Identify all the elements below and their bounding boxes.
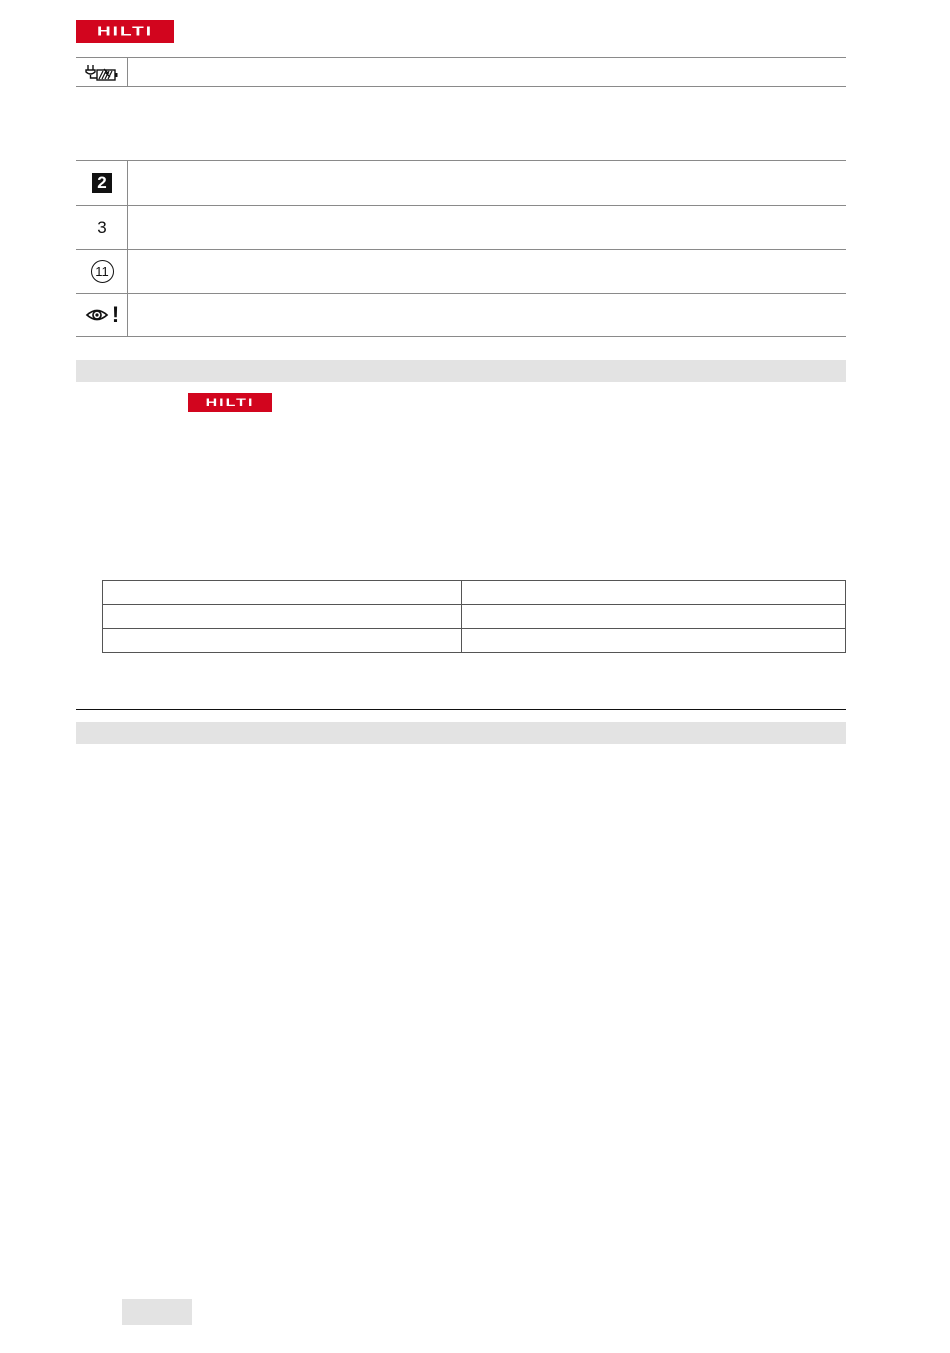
divider	[76, 205, 846, 206]
table-row	[103, 629, 846, 653]
divider	[76, 86, 846, 87]
circled-number-icon	[91, 260, 114, 283]
table-cell	[462, 629, 846, 653]
table-row	[103, 581, 846, 605]
divider	[76, 57, 846, 58]
section-rule	[76, 709, 846, 710]
table-cell	[103, 629, 462, 653]
exclamation-mark: !	[111, 302, 120, 327]
divider	[76, 293, 846, 294]
table-cell	[103, 581, 462, 605]
divider	[76, 160, 846, 161]
section-heading-bar	[76, 722, 846, 744]
hilti-inline-logo-text: HILTI	[205, 396, 255, 409]
circled-number-label: 11	[95, 264, 109, 279]
divider	[76, 336, 846, 337]
battery-charge-icon	[84, 63, 120, 81]
position-number-text: 3	[97, 217, 107, 237]
eye-attention-icon	[85, 307, 111, 323]
table-row	[103, 605, 846, 629]
symbol-row	[76, 58, 128, 86]
hilti-logo	[76, 20, 174, 43]
data-table	[102, 580, 846, 653]
section-heading-bar	[76, 360, 846, 382]
symbol-row	[76, 250, 128, 293]
divider	[76, 249, 846, 250]
hilti-logo-text: HILTI	[96, 23, 154, 39]
figure-number-label: 2	[97, 173, 107, 192]
page-number-box	[122, 1299, 192, 1325]
symbol-row	[76, 161, 128, 205]
symbol-row	[76, 206, 128, 249]
hilti-inline-logo	[188, 393, 272, 412]
table-cell	[462, 581, 846, 605]
symbol-row	[76, 294, 128, 336]
table-cell	[103, 605, 462, 629]
figure-number-badge-icon	[92, 173, 112, 193]
table-cell	[462, 605, 846, 629]
